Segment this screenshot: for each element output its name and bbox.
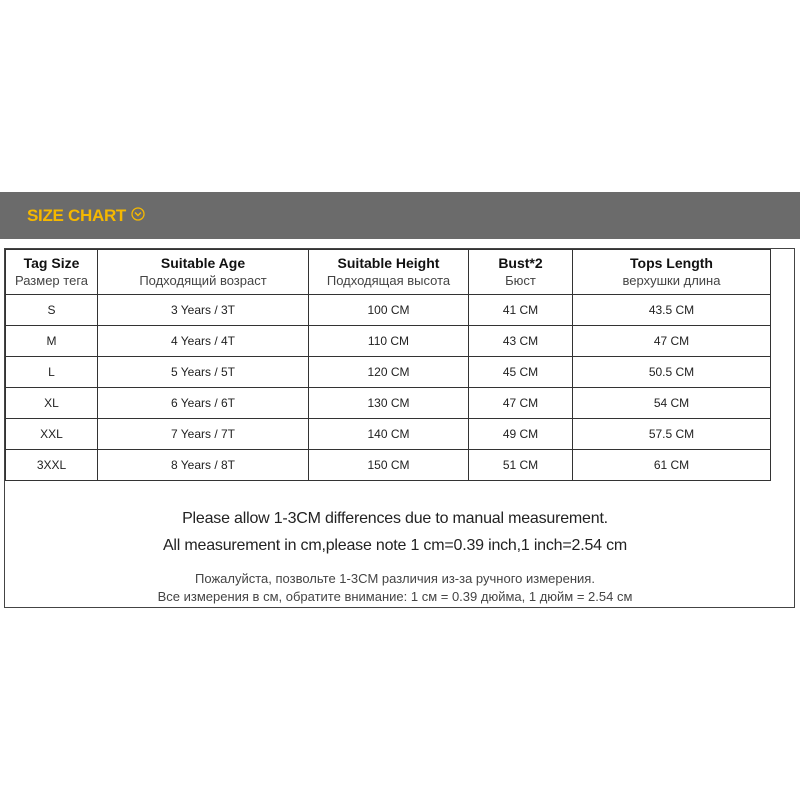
cell-height: 110 CM <box>309 326 469 357</box>
cell-age: 4 Years / 4T <box>98 326 309 357</box>
cell-age: 8 Years / 8T <box>98 450 309 481</box>
cell-height: 150 CM <box>309 450 469 481</box>
header-suitable-height <box>309 250 469 295</box>
cell-age: 7 Years / 7T <box>98 419 309 450</box>
size-chart-title: SIZE CHART <box>27 206 127 225</box>
cell-bust: 43 CM <box>469 326 573 357</box>
cell-tops-length: 47 CM <box>573 326 771 357</box>
table-header-row <box>6 250 771 295</box>
cell-height: 140 CM <box>309 419 469 450</box>
cell-tops-length: 54 CM <box>573 388 771 419</box>
cell-tops-length: 61 CM <box>573 450 771 481</box>
header-label-en: Tag Size <box>23 255 80 271</box>
cell-bust: 51 CM <box>469 450 573 481</box>
cell-age: 3 Years / 3T <box>98 295 309 326</box>
header-label-en: Suitable Height <box>337 255 440 271</box>
table-row <box>6 357 771 388</box>
header-tops-length <box>573 250 771 295</box>
header-label-ru: Подходящий возраст <box>139 273 267 288</box>
cell-bust: 49 CM <box>469 419 573 450</box>
header-label-en: Bust*2 <box>498 255 543 271</box>
cell-height: 130 CM <box>309 388 469 419</box>
cell-height: 120 CM <box>309 357 469 388</box>
header-label-ru: верхушки длина <box>622 273 721 288</box>
cell-height: 100 CM <box>309 295 469 326</box>
cell-bust: 45 CM <box>469 357 573 388</box>
table-row <box>6 326 771 357</box>
note-en-line2: All measurement in cm,please note 1 cm=0.39 inch,1 inch=2.54 cm <box>162 537 628 554</box>
cell-bust: 47 CM <box>469 388 573 419</box>
cell-tops-length: 57.5 CM <box>573 419 771 450</box>
table-row <box>6 295 771 326</box>
measurement-notes <box>5 505 785 606</box>
cell-tag-size: 3XXL <box>6 450 98 481</box>
header-bust <box>469 250 573 295</box>
cell-tops-length: 43.5 CM <box>573 295 771 326</box>
header-label-en: Tops Length <box>630 255 713 271</box>
cell-tag-size: M <box>6 326 98 357</box>
cell-tag-size: XXL <box>6 419 98 450</box>
cell-tag-size: L <box>6 357 98 388</box>
header-label-en: Suitable Age <box>160 255 246 271</box>
note-ru-line1: Пожалуйста, позвольте 1-3CM различия из-за ручного измерения. <box>195 571 595 586</box>
header-label-ru: Бюст <box>505 273 536 288</box>
cell-bust: 41 CM <box>469 295 573 326</box>
header-suitable-age <box>98 250 309 295</box>
note-ru-line2: Все измерения в см, обратите внимание: 1 см = 0.39 дюйма, 1 дюйм = 2.54 см <box>157 589 633 604</box>
chevron-down-circle-icon <box>131 207 145 221</box>
cell-tag-size: XL <box>6 388 98 419</box>
table-row <box>6 388 771 419</box>
table-row <box>6 419 771 450</box>
header-label-ru: Размер тега <box>14 273 89 288</box>
size-chart-banner <box>0 192 800 239</box>
header-tag-size <box>6 250 98 295</box>
cell-age: 6 Years / 6T <box>98 388 309 419</box>
cell-age: 5 Years / 5T <box>98 357 309 388</box>
cell-tops-length: 50.5 CM <box>573 357 771 388</box>
cell-tag-size: S <box>6 295 98 326</box>
note-en-line1: Please allow 1-3CM differences due to manual measurement. <box>182 510 608 527</box>
header-label-ru: Подходящая высота <box>326 273 451 288</box>
size-table <box>5 249 771 481</box>
table-row <box>6 450 771 481</box>
